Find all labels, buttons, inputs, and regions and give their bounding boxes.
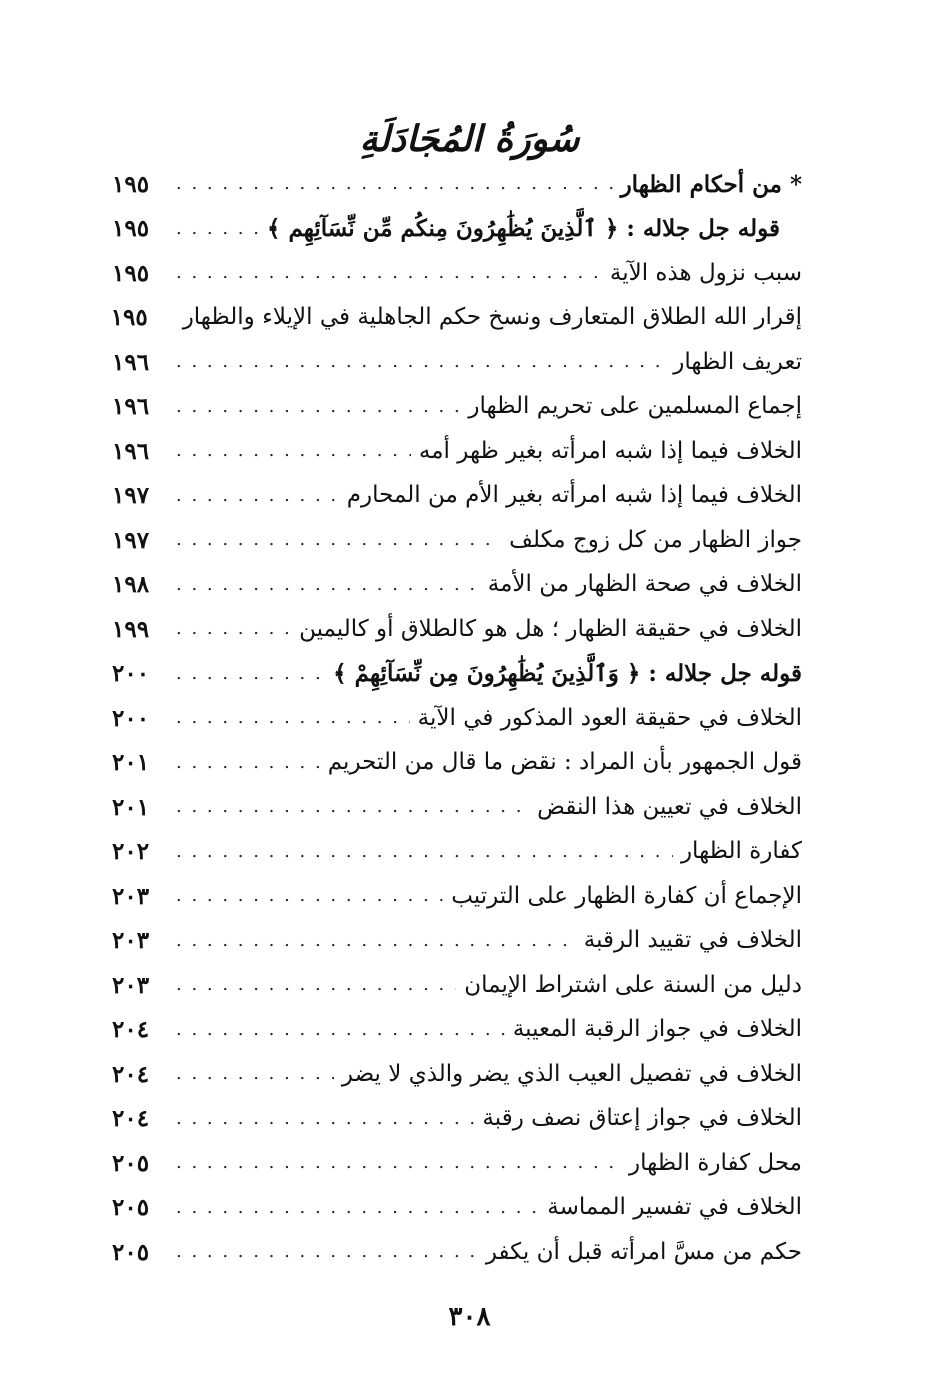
toc-entry-title: دليل من السنة على اشتراط الإيمان bbox=[464, 971, 802, 998]
toc-entry bbox=[112, 1097, 802, 1142]
toc-entry-title: الخلاف فيما إذا شبه امرأته بغير ظهر أمه bbox=[418, 437, 802, 464]
toc-entry-title: إقرار الله الطلاق المتعارف ونسخ حكم الجاهلية في الإيلاء والظهار bbox=[182, 304, 802, 331]
toc-entry-page: ٢٠٣ bbox=[112, 882, 150, 910]
toc-entry-title: تعريف الظهار bbox=[673, 348, 802, 375]
toc-entry-title: قوله جل جلاله : ﴿ وَٱلَّذِينَ يُظَٰهِرُونَ مِن نِّسَآئِهِمْ ﴾ bbox=[333, 660, 802, 688]
toc-entry bbox=[112, 251, 802, 296]
toc-entry bbox=[112, 1052, 802, 1097]
toc-entry bbox=[112, 474, 802, 519]
toc-entry-page: ٢٠٤ bbox=[112, 1016, 150, 1044]
toc-entry bbox=[112, 340, 802, 385]
toc-entry-title: قول الجمهور بأن المراد : نقض ما قال من التحريم bbox=[327, 749, 802, 776]
toc-entry bbox=[112, 1230, 802, 1275]
leader-dots bbox=[176, 1110, 474, 1128]
toc-entry-page: ١٩٧ bbox=[112, 482, 150, 510]
leader-dots bbox=[176, 220, 259, 238]
toc-entry-page: ٢٠٥ bbox=[112, 1194, 150, 1222]
leader-dots bbox=[176, 442, 411, 460]
leader-dots bbox=[176, 665, 325, 683]
leader-dots bbox=[176, 620, 291, 638]
leader-dots bbox=[176, 531, 501, 549]
toc-entry bbox=[112, 429, 802, 474]
toc-entry-page: ٢٠٤ bbox=[112, 1060, 150, 1088]
toc-entry-title: حكم من مسَّ امرأته قبل أن يكفر bbox=[485, 1238, 802, 1265]
toc-entry bbox=[112, 607, 802, 652]
toc-entry-title: الخلاف في تقييد الرقبة bbox=[583, 927, 802, 954]
toc-entry-page: ١٩٨ bbox=[112, 571, 150, 599]
toc-entry-page: ٢٠٣ bbox=[112, 927, 150, 955]
leader-dots bbox=[176, 887, 443, 905]
leader-dots bbox=[176, 932, 576, 950]
toc-entry-title: إجماع المسلمين على تحريم الظهار bbox=[468, 393, 802, 420]
toc-entry bbox=[112, 563, 802, 608]
toc-entry-title: الخلاف في جواز الرقبة المعيبة bbox=[512, 1016, 802, 1043]
toc-entry-page: ٢٠٠ bbox=[112, 660, 150, 688]
toc-entry-page: ٢٠٥ bbox=[112, 1238, 150, 1266]
toc-entry-page: ٢٠١ bbox=[112, 793, 150, 821]
toc-entry bbox=[112, 296, 802, 341]
toc-entry-page: ٢٠١ bbox=[112, 749, 150, 777]
leader-dots bbox=[176, 175, 613, 193]
toc-entry bbox=[112, 696, 802, 741]
toc-entry-title: الخلاف فيما إذا شبه امرأته بغير الأم من المحارم bbox=[346, 482, 802, 509]
leader-dots bbox=[176, 798, 529, 816]
table-of-contents bbox=[112, 162, 802, 1275]
toc-entry bbox=[112, 652, 802, 697]
toc-entry bbox=[112, 518, 802, 563]
toc-entry-title: الخلاف في جواز إعتاق نصف رقبة bbox=[482, 1105, 802, 1132]
toc-entry bbox=[112, 1008, 802, 1053]
toc-entry-title: * من أحكام الظهار bbox=[620, 170, 802, 198]
toc-entry-page: ٢٠٣ bbox=[112, 971, 150, 999]
toc-entry bbox=[112, 1186, 802, 1231]
toc-entry-page: ١٩٥ bbox=[112, 259, 150, 287]
leader-dots bbox=[176, 264, 602, 282]
surah-header: سُورَةُ المُجَادَلَةِ bbox=[359, 118, 580, 160]
leader-dots bbox=[176, 353, 665, 371]
toc-entry bbox=[112, 963, 802, 1008]
toc-entry bbox=[112, 385, 802, 430]
toc-entry bbox=[112, 874, 802, 919]
toc-entry bbox=[112, 830, 802, 875]
toc-entry bbox=[112, 919, 802, 964]
leader-dots bbox=[176, 576, 480, 594]
toc-entry-page: ١٩٦ bbox=[112, 393, 150, 421]
leader-dots bbox=[176, 1065, 334, 1083]
toc-entry-title: قوله جل جلاله : ﴿ ٱلَّذِينَ يُظَٰهِرُونَ مِنكُم مِّن نِّسَآئِهِم ﴾ bbox=[266, 215, 780, 243]
leader-dots bbox=[176, 1021, 505, 1039]
page-number: ٣٠٨ bbox=[448, 1302, 491, 1332]
toc-entry bbox=[112, 162, 802, 207]
toc-entry bbox=[112, 207, 802, 252]
toc-entry bbox=[112, 785, 802, 830]
toc-entry-title: الخلاف في تفسير المماسة bbox=[547, 1194, 802, 1221]
toc-entry-title: كفارة الظهار bbox=[680, 838, 802, 865]
leader-dots bbox=[176, 976, 456, 994]
toc-entry-title: الخلاف في حقيقة الظهار ؛ هل هو كالطلاق أو كاليمين bbox=[299, 615, 802, 642]
leader-dots bbox=[176, 398, 460, 416]
toc-entry-page: ١٩٦ bbox=[112, 437, 150, 465]
leader-dots bbox=[176, 754, 320, 772]
toc-entry-title: الخلاف في تفصيل العيب الذي يضر والذي لا يضر bbox=[341, 1060, 802, 1087]
toc-entry-page: ١٩٥ bbox=[112, 170, 150, 198]
toc-entry-page: ٢٠٤ bbox=[112, 1105, 150, 1133]
toc-entry-title: جواز الظهار من كل زوج مكلف bbox=[509, 526, 802, 553]
leader-dots bbox=[176, 709, 410, 727]
toc-entry-page: ١٩٩ bbox=[112, 615, 150, 643]
leader-dots bbox=[176, 1199, 539, 1217]
leader-dots bbox=[176, 1154, 621, 1172]
toc-entry-page: ١٩٥ bbox=[110, 304, 148, 332]
toc-entry-title: الخلاف في صحة الظهار من الأمة bbox=[487, 571, 802, 598]
toc-entry-title: الإجماع أن كفارة الظهار على الترتيب bbox=[451, 882, 802, 909]
toc-entry-title: الخلاف في حقيقة العود المذكور في الآية bbox=[417, 704, 802, 731]
leader-dots bbox=[176, 843, 673, 861]
toc-entry-page: ٢٠٢ bbox=[112, 838, 150, 866]
toc-entry-title: الخلاف في تعيين هذا النقض bbox=[537, 793, 802, 820]
toc-entry bbox=[112, 741, 802, 786]
leader-dots bbox=[176, 487, 339, 505]
toc-entry-title: محل كفارة الظهار bbox=[629, 1149, 802, 1176]
toc-entry-page: ٢٠٥ bbox=[112, 1149, 150, 1177]
toc-entry bbox=[112, 1141, 802, 1186]
toc-entry-page: ١٩٧ bbox=[112, 526, 150, 554]
toc-entry-page: ٢٠٠ bbox=[112, 704, 150, 732]
toc-entry-title: سبب نزول هذه الآية bbox=[609, 259, 802, 286]
toc-entry-page: ١٩٦ bbox=[112, 348, 150, 376]
toc-entry-page: ١٩٥ bbox=[112, 215, 150, 243]
leader-dots bbox=[176, 1243, 478, 1261]
